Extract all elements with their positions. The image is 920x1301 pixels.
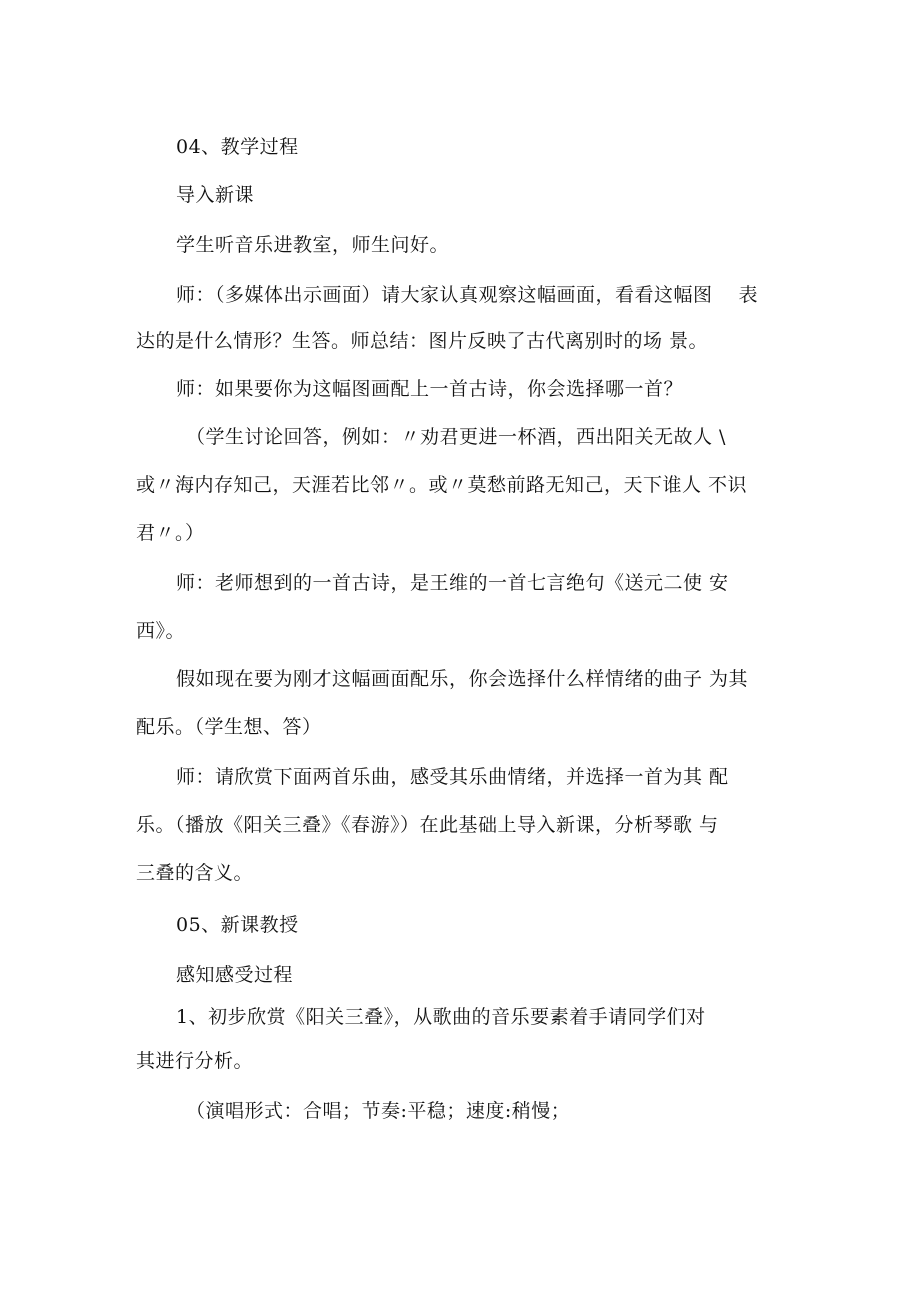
subheading-lesson-intro: 导入新课 <box>176 184 255 206</box>
subheading-perception: 感知感受过程 <box>176 964 294 986</box>
paragraph-line: 君〃。） <box>136 522 205 544</box>
paragraph-line: （演唱形式：合唱；节奏:平稳；速度:稍慢； <box>186 1100 571 1122</box>
paragraph-line: 配乐。（学生想、答） <box>136 716 322 738</box>
paragraph-line: 假如现在要为刚才这幅画面配乐，你会选择什么样情绪的曲子 为其 <box>176 668 749 690</box>
paragraph-line: 师：如果要你为这幅图画配上一首古诗，你会选择哪一首？ <box>176 378 684 400</box>
paragraph-line: 师：老师想到的一首古诗，是王维的一首七言绝句《送元二使 安 <box>176 572 729 594</box>
section-heading-new-lesson: 05、新课教授 <box>176 914 299 936</box>
paragraph-line: 师：（多媒体出示画面）请大家认真观察这幅画面，看看这幅图 表 <box>176 284 759 306</box>
paragraph-line: 1、初步欣赏《阳关三叠》，从歌曲的音乐要素着手请同学们对 <box>176 1006 706 1028</box>
paragraph-line: 学生听音乐进教室，师生问好。 <box>176 234 450 256</box>
section-heading-teaching-process: 04、教学过程 <box>176 136 299 158</box>
paragraph-line: 其进行分析。 <box>136 1050 254 1072</box>
paragraph-line: 三叠的含义。 <box>136 862 254 884</box>
paragraph-line: （学生讨论回答，例如：〃劝君更进一杯酒，西出阳关无故人 \ <box>186 426 726 448</box>
paragraph-line: 西》。 <box>136 620 186 642</box>
paragraph-line: 或〃海内存知己，天涯若比邻〃。或〃莫愁前路无知己，天下谁人 不识 <box>136 474 748 496</box>
paragraph-line: 达的是什么情形？生答。师总结：图片反映了古代离别时的场 景。 <box>136 330 709 352</box>
paragraph-line: 师：请欣赏下面两首乐曲，感受其乐曲情绪，并选择一首为其 配 <box>176 766 729 788</box>
paragraph-line: 乐。（播放《阳关三叠》《春游》）在此基础上导入新课，分析琴歌 与 <box>136 814 719 836</box>
